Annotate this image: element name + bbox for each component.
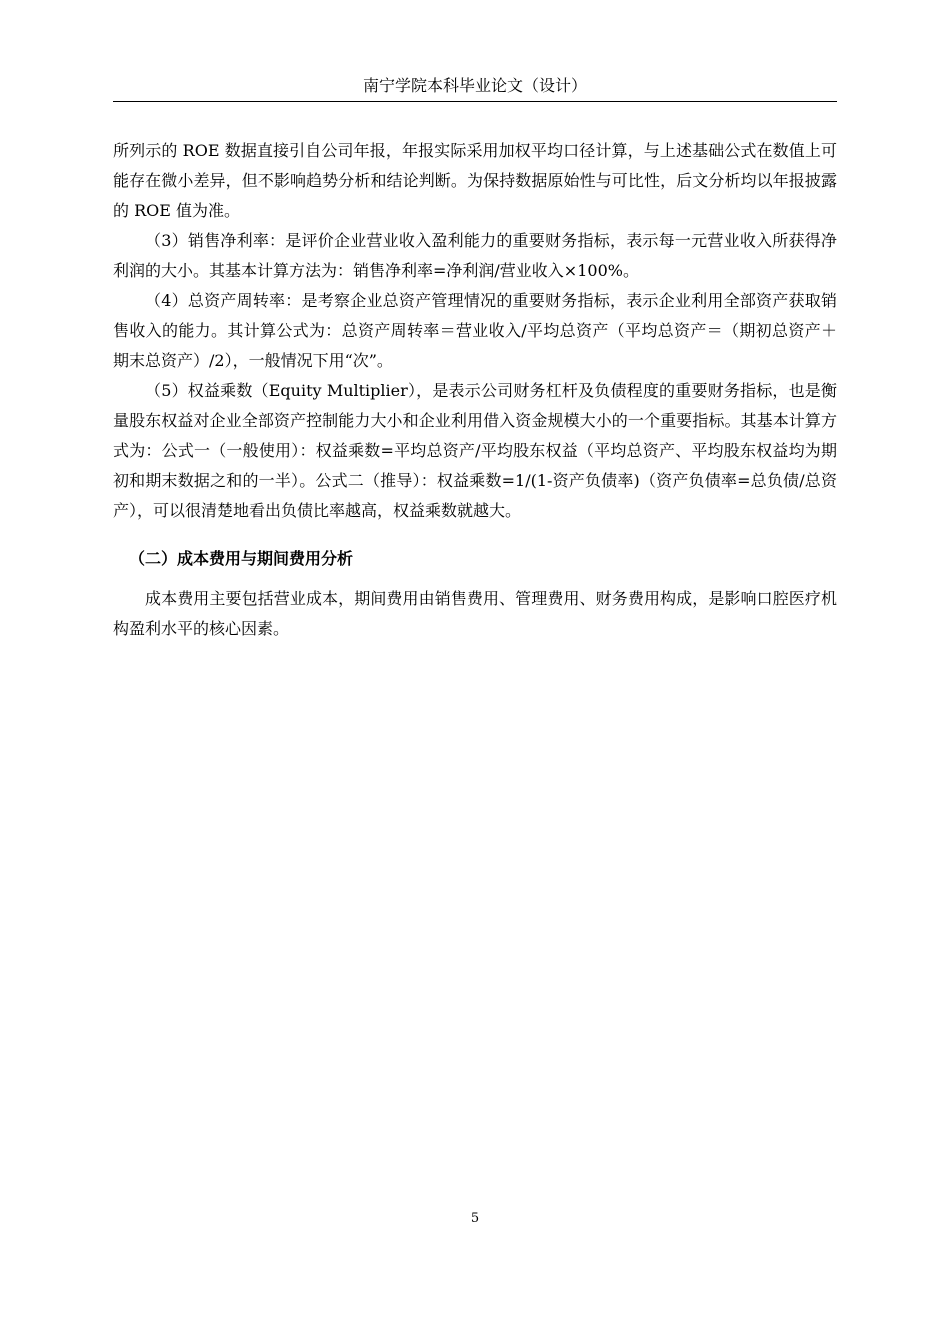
section-heading: （二）成本费用与期间费用分析 — [129, 549, 354, 568]
body-paragraph-net-profit-margin: （3）销售净利率：是评价企业营业收入盈利能力的重要财务指标，表示每一元营业收入所获得净利润的大小。其基本计算方法为：销售净利率=净利润/营业收入×100%。 — [113, 231, 837, 280]
body-paragraph-roe-note: 所列示的 ROE 数据直接引自公司年报，年报实际采用加权平均口径计算，与上述基础公式在数值上可能存在微小差异，但不影响趋势分析和结论判断。为保持数据原始性与可比性，后文分析均以年报披露的 ROE 值为准。 — [113, 141, 837, 220]
page-number: 5 — [470, 1211, 480, 1226]
page-header-title: 南宁学院本科毕业论文（设计） — [362, 76, 587, 95]
body-paragraph-cost-expenses: 成本费用主要包括营业成本，期间费用由销售费用、管理费用、财务费用构成，是影响口腔医疗机构盈利水平的核心因素。 — [113, 589, 837, 638]
body-paragraph-asset-turnover: （4）总资产周转率：是考察企业总资产管理情况的重要财务指标，表示企业利用全部资产获取销售收入的能力。其计算公式为：总资产周转率＝营业收入/平均总资产（平均总资产＝（期初总资产＋期末总资产）/2），一般情况下用“次”。 — [113, 291, 837, 370]
body-paragraph-equity-multiplier: （5）权益乘数（Equity Multiplier），是表示公司财务杠杆及负债程度的重要财务指标，也是衡量股东权益对企业全部资产控制能力大小和企业利用借入资金规模大小的一个重要指标。其基本计算方式为：公式一（一般使用）：权益乘数=平均总资产/平均股东权益（平均总资产、平均股东权益均为期初和期末数据之和的一半）。公式二（推导）：权益乘数=1/(1-资产负债率)（资产负债率=总负债/总资产），可以很清楚地看出负债比率越高，权益乘数就越大。 — [113, 381, 837, 520]
header-divider — [113, 101, 837, 102]
page-content — [113, 136, 837, 644]
